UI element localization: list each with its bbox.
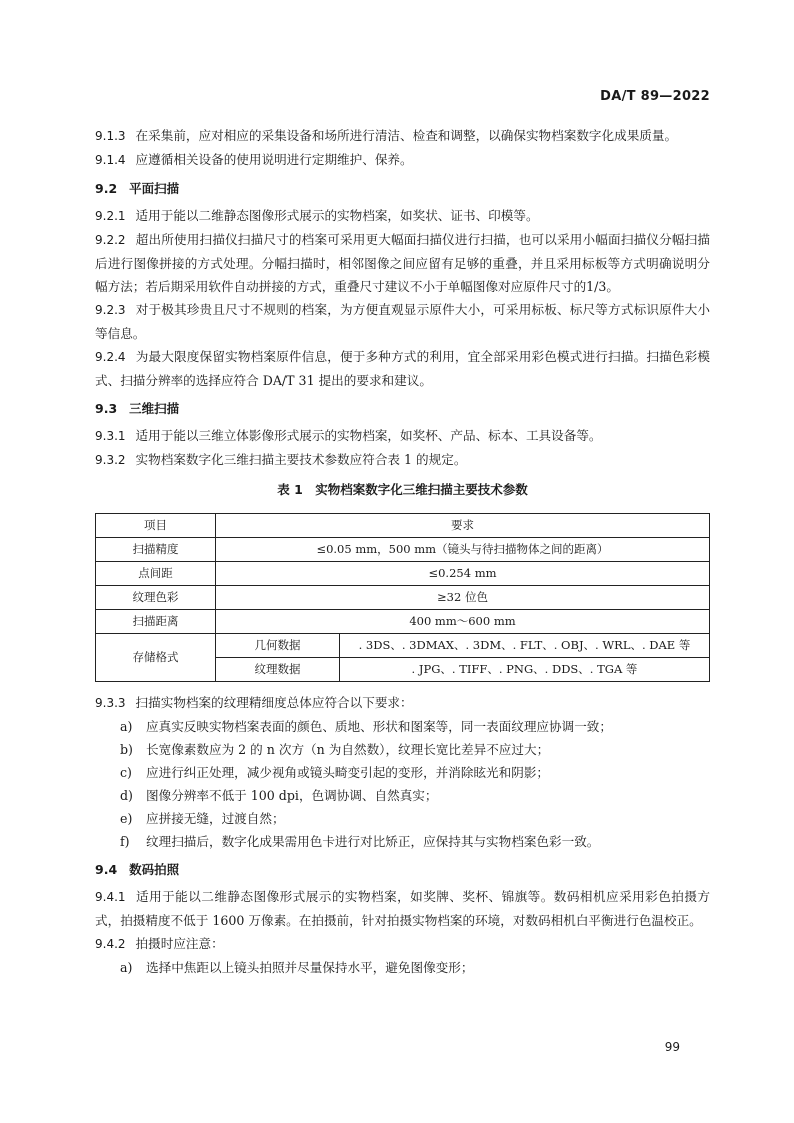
document-code: DA/T 89—2022 xyxy=(600,89,710,104)
clause-9-3-3 xyxy=(95,691,710,715)
list-item xyxy=(95,830,710,853)
list-item-label: e) xyxy=(120,811,133,826)
list-item xyxy=(95,784,710,807)
clause-9-4-2 xyxy=(95,932,710,956)
clause-number: 9.3.3 xyxy=(95,696,126,710)
table-cell: 存储格式 xyxy=(96,634,216,682)
clause-text: 拍摄时应注意： xyxy=(135,936,224,951)
clause-text: 扫描实物档案的纹理精细度总体应符合以下要求： xyxy=(135,695,413,710)
list-item-text: 长宽像素数应为 2 的 n 次方（n 为自然数），纹理长宽比差异不应过大； xyxy=(146,742,550,757)
page-content xyxy=(95,124,710,979)
list-item-text: 选择中焦距以上镜头拍照并尽量保持水平，避免图像变形； xyxy=(146,960,474,975)
list-item xyxy=(95,761,710,784)
list-item-label: f) xyxy=(120,834,130,849)
section-number: 9.3 xyxy=(95,401,118,416)
page-number: 99 xyxy=(664,1040,680,1054)
table-cell: 点间距 xyxy=(96,562,216,586)
list-item xyxy=(95,715,710,738)
section-heading-9-3 xyxy=(95,397,710,420)
table-header-cell: 要求 xyxy=(216,514,710,538)
clause-9-2-3 xyxy=(95,298,710,345)
clause-text: 适用于能以二维静态图像形式展示的实物档案，如奖状、证书、印模等。 xyxy=(135,208,539,223)
table-cell: 400 mm～600 mm xyxy=(216,610,710,634)
list-item-label: d) xyxy=(120,788,133,803)
list-item-text: 应拼接无缝，过渡自然； xyxy=(146,811,285,826)
list-item xyxy=(95,807,710,830)
section-heading-9-4 xyxy=(95,858,710,881)
table-row xyxy=(96,610,710,634)
table-cell: 扫描距离 xyxy=(96,610,216,634)
list-item-label: c) xyxy=(120,765,132,780)
clause-number: 9.4.1 xyxy=(95,890,126,904)
clause-number: 9.2.1 xyxy=(95,209,126,223)
clause-number: 9.3.2 xyxy=(95,453,126,467)
list-item-text: 应进行纠正处理，减少视角或镜头畸变引起的变形，并消除眩光和阴影； xyxy=(146,765,549,780)
table-cell: 扫描精度 xyxy=(96,538,216,562)
table-row xyxy=(96,586,710,610)
table-caption: 表 1 实物档案数字化三维扫描主要技术参数 xyxy=(277,482,528,497)
clause-9-4-1 xyxy=(95,885,710,932)
clause-9-2-2 xyxy=(95,228,710,298)
table-cell: . 3DS、. 3DMAX、. 3DM、. FLT、. OBJ、. WRL、. DAE 等 xyxy=(340,634,710,658)
clause-number: 9.2.3 xyxy=(95,303,126,317)
clause-text: 对于极其珍贵且尺寸不规则的档案，为方便直观显示原件大小，可采用标板、标尺等方式标识原件大小等信息。 xyxy=(95,302,710,341)
list-item xyxy=(95,738,710,761)
clause-text: 超出所使用扫描仪扫描尺寸的档案可采用更大幅面扫描仪进行扫描，也可以采用小幅面扫描仪分幅扫描后进行图像拼接的方式处理。分幅扫描时，相邻图像之间应留有足够的重叠，并且采用标板等方式明确说明分幅方法；若后期采用软件自动拼接的方式，重叠尺寸建议不小于单幅图像对应原件尺寸的1/3。 xyxy=(95,232,710,294)
clause-text: 适用于能以二维静态图像形式展示的实物档案，如奖牌、奖杯、锦旗等。数码相机应采用彩色拍摄方式，拍摄精度不低于 1600 万像素。在拍摄前，针对拍摄实物档案的环境，对数码相机白平衡进行色温校正。 xyxy=(95,889,710,928)
clause-text: 实物档案数字化三维扫描主要技术参数应符合表 1 的规定。 xyxy=(135,452,467,467)
list-item-label: b) xyxy=(120,742,133,757)
section-title: 数码拍照 xyxy=(129,862,180,877)
table-cell: ≤0.254 mm xyxy=(216,562,710,586)
clause-number: 9.4.2 xyxy=(95,937,126,951)
table-cell: 纹理数据 xyxy=(216,658,340,682)
clause-text: 适用于能以三维立体影像形式展示的实物档案，如奖杯、产品、标本、工具设备等。 xyxy=(135,428,602,443)
list-item-text: 纹理扫描后，数字化成果需用色卡进行对比矫正，应保持其与实物档案色彩一致。 xyxy=(146,834,600,849)
clause-number: 9.2.4 xyxy=(95,350,126,364)
list-item xyxy=(95,956,710,979)
clause-number: 9.1.3 xyxy=(95,129,126,143)
clause-9-1-4 xyxy=(95,148,710,172)
clause-number: 9.1.4 xyxy=(95,153,126,167)
clause-text: 为最大限度保留实物档案原件信息，便于多种方式的利用，宜全部采用彩色模式进行扫描。扫描色彩模式、扫描分辨率的选择应符合 DA/T 31 提出的要求和建议。 xyxy=(95,349,710,388)
parameters-table xyxy=(95,513,710,682)
section-title: 平面扫描 xyxy=(129,181,180,196)
clause-9-3-1 xyxy=(95,424,710,448)
section-number: 9.2 xyxy=(95,181,118,196)
table-row xyxy=(96,562,710,586)
clause-9-2-4 xyxy=(95,345,710,392)
clause-9-1-3 xyxy=(95,124,710,148)
table-cell: 几何数据 xyxy=(216,634,340,658)
clause-number: 9.2.2 xyxy=(95,233,126,247)
list-item-text: 图像分辨率不低于 100 dpi，色调协调、自然真实； xyxy=(146,788,438,803)
table-row xyxy=(96,538,710,562)
table-cell: . JPG、. TIFF、. PNG、. DDS、. TGA 等 xyxy=(340,658,710,682)
table-row xyxy=(96,634,710,658)
section-number: 9.4 xyxy=(95,862,118,877)
table-cell: ≥32 位色 xyxy=(216,586,710,610)
list-item-text: 应真实反映实物档案表面的颜色、质地、形状和图案等，同一表面纹理应协调一致； xyxy=(146,719,612,734)
clause-text: 应遵循相关设备的使用说明进行定期维护、保养。 xyxy=(135,152,413,167)
table-cell: 纹理色彩 xyxy=(96,586,216,610)
clause-number: 9.3.1 xyxy=(95,429,126,443)
clause-9-2-1 xyxy=(95,204,710,228)
clause-text: 在采集前，应对相应的采集设备和场所进行清洁、检查和调整，以确保实物档案数字化成果质量。 xyxy=(135,128,678,143)
list-item-label: a) xyxy=(120,960,133,975)
list-item-label: a) xyxy=(120,719,133,734)
clause-9-3-2 xyxy=(95,448,710,472)
table-header-cell: 项目 xyxy=(96,514,216,538)
table-header-row xyxy=(96,514,710,538)
table-cell: ≤0.05 mm，500 mm（镜头与待扫描物体之间的距离） xyxy=(216,538,710,562)
section-heading-9-2 xyxy=(95,177,710,200)
section-title: 三维扫描 xyxy=(129,401,180,416)
